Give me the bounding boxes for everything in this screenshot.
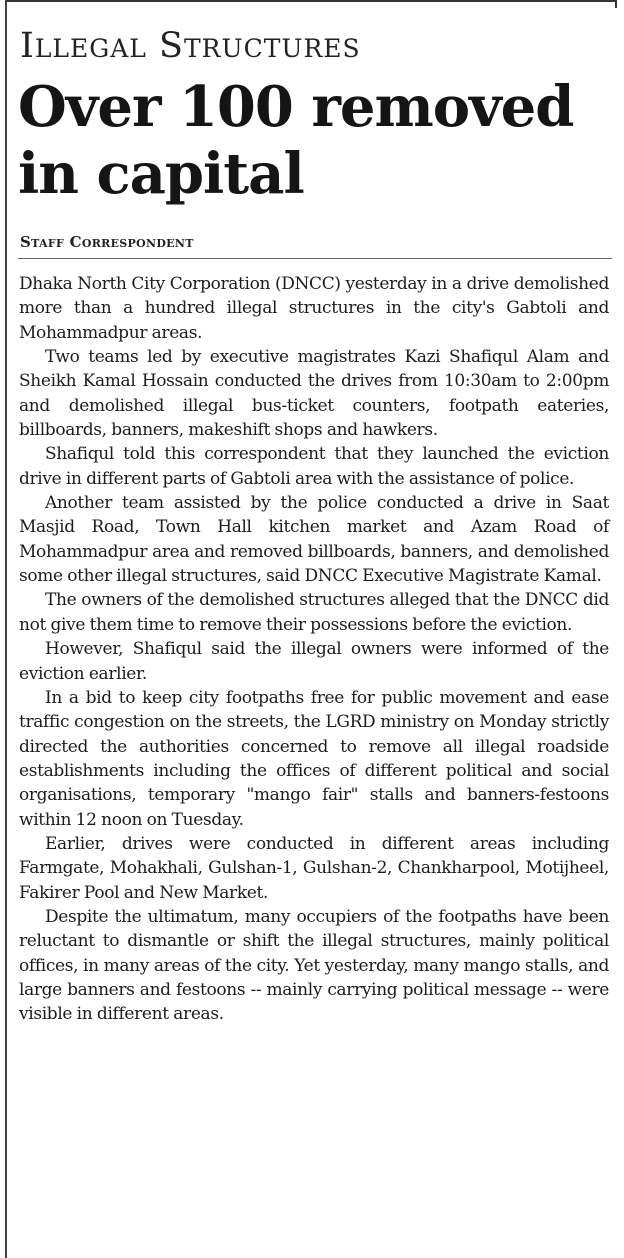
column-frame-top [5, 0, 617, 8]
article-byline: Staff Correspondent [20, 233, 194, 251]
article-paragraph: Shafiqul told this correspondent that they launched the eviction drive in different parts of Gabtoli area with the assistance of police. [19, 444, 609, 489]
article-headline: Over 100 removed in capital [18, 74, 574, 207]
article-paragraph: In a bid to keep city footpaths free for public movement and ease traffic congestion on the streets, the LGRD ministry on Monday strictly directed the authorities concerned to remove all illegal roadside establishments including the offices of different political and social organisations, temporary "mango fair" stalls and banners-festoons within 12 noon on Tuesday. [19, 687, 609, 830]
article-paragraph: The owners of the demolished structures alleged that the DNCC did not give them time to remove their possessions before the eviction. [19, 590, 609, 635]
article-paragraph: Earlier, drives were conducted in different areas including Farmgate, Mohakhali, Gulshan-1, Gulshan-2, Chankharpool, Motijheel, Fakirer Pool and New Market. [19, 833, 609, 903]
article-paragraph: Dhaka North City Corporation (DNCC) yesterday in a drive demolished more than a hundred illegal structures in the city's Gabtoli and Mohammadpur areas. [19, 274, 609, 343]
article-body [19, 272, 609, 1027]
column-frame-left [5, 0, 7, 1258]
article-kicker: Illegal Structures [20, 26, 361, 66]
article-paragraph: Another team assisted by the police conducted a drive in Saat Masjid Road, Town Hall kitchen market and Azam Road of Mohammadpur area and removed billboards, banners, and demolished some other illegal structures, said DNCC Executive Magistrate Kamal. [19, 493, 609, 587]
article-paragraph: However, Shafiqul said the illegal owners were informed of the eviction earlier. [19, 639, 609, 684]
article-paragraph: Two teams led by executive magistrates Kazi Shafiqul Alam and Sheikh Kamal Hossain conducted the drives from 10:30am to 2:00pm and demolished illegal bus-ticket counters, footpath eateries, billboards, banners, makeshift shops and hawkers. [19, 347, 609, 441]
byline-divider [18, 258, 612, 259]
article-paragraph: Despite the ultimatum, many occupiers of the footpaths have been reluctant to dismantle or shift the illegal structures, mainly political offices, in many areas of the city. Yet yesterday, many mango stalls, and large banners and festoons -- mainly carrying political message -- were visible in different areas. [19, 906, 609, 1025]
